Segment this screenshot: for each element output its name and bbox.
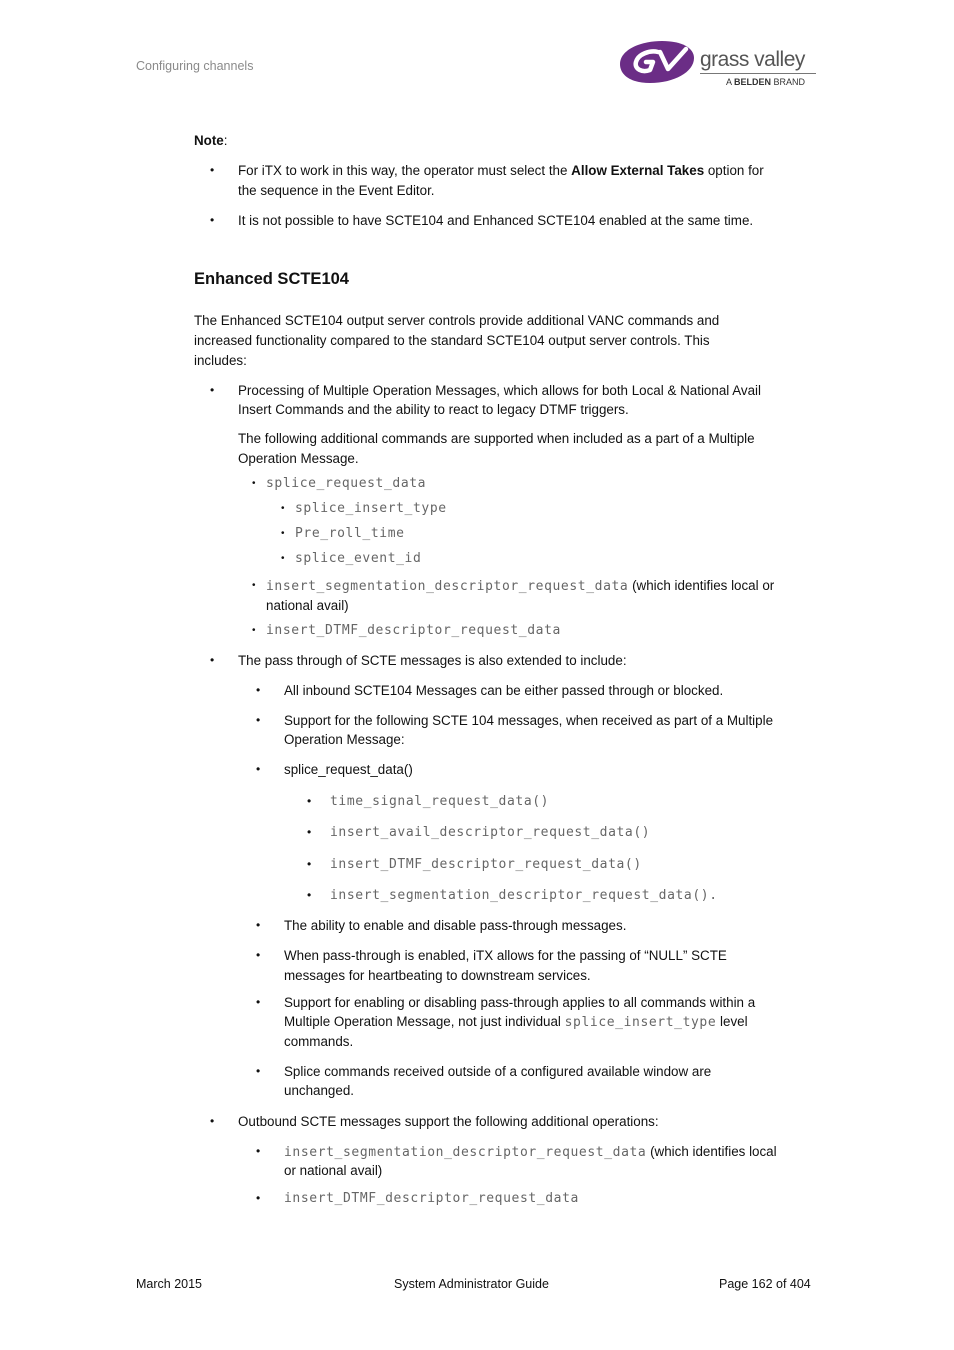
item1-para-line-2: Operation Message. bbox=[238, 451, 359, 466]
note-item-1-line2: the sequence in the Event Editor. bbox=[238, 183, 435, 198]
code-item: insert_DTMF_descriptor_request_data bbox=[284, 1191, 579, 1206]
item1-line-1: Processing of Multiple Operation Messages, which allows for both Local & National Avail bbox=[238, 383, 761, 398]
logo-divider bbox=[700, 73, 816, 74]
intro-line-3: includes: bbox=[194, 353, 247, 368]
bullet: • bbox=[256, 918, 261, 932]
code-item: insert_segmentation_descriptor_request_data(). bbox=[330, 888, 718, 903]
item2-sub-g-line-2: unchanged. bbox=[284, 1083, 354, 1098]
bullet: • bbox=[210, 163, 215, 177]
item2-sub-f-line-2: Multiple Operation Message, not just individual splice_insert_type level bbox=[284, 1014, 748, 1030]
bullet: • bbox=[256, 683, 261, 697]
bullet: • bbox=[256, 762, 261, 776]
code-item: insert_DTMF_descriptor_request_data bbox=[266, 623, 561, 638]
bullet: • bbox=[307, 825, 312, 839]
item1-code2-line: insert_segmentation_descriptor_request_data (which identifies local or bbox=[266, 578, 775, 594]
item2-sub-d: The ability to enable and disable pass-through messages. bbox=[284, 918, 627, 933]
bullet: • bbox=[252, 580, 256, 591]
item1-line-2: Insert Commands and the ability to react to legacy DTMF triggers. bbox=[238, 402, 629, 417]
item1-code2-line-2: national avail) bbox=[266, 598, 349, 613]
item3-code1-line-2: or national avail) bbox=[284, 1163, 383, 1178]
logo-wordmark: grass valley bbox=[700, 48, 805, 71]
grass-valley-logo bbox=[616, 36, 816, 90]
note-label: Note: bbox=[194, 133, 228, 148]
code-item: insert_avail_descriptor_request_data() bbox=[330, 825, 651, 840]
bullet: • bbox=[256, 713, 261, 727]
item2-sub-b-line-2: Operation Message: bbox=[284, 732, 405, 747]
intro-line-1: The Enhanced SCTE104 output server controls provide additional VANC commands and bbox=[194, 313, 720, 328]
code-item: time_signal_request_data() bbox=[330, 794, 550, 809]
header-section-title: Configuring channels bbox=[136, 59, 254, 73]
footer-page-number: Page 162 of 404 bbox=[719, 1277, 811, 1291]
item2-sub-b-line-1: Support for the following SCTE 104 messages, when received as part of a Multiple bbox=[284, 713, 774, 728]
bullet: • bbox=[256, 1144, 261, 1158]
item2-line: The pass through of SCTE messages is also extended to include: bbox=[238, 653, 627, 668]
bullet: • bbox=[252, 478, 256, 489]
item2-sub-e-line-1: When pass-through is enabled, iTX allows for the passing of “NULL” SCTE bbox=[284, 948, 727, 963]
bullet: • bbox=[210, 653, 215, 667]
code-item: splice_insert_type bbox=[295, 501, 447, 516]
logo-tagline: A BELDEN BRAND bbox=[726, 77, 806, 87]
item2-sub-c: splice_request_data() bbox=[284, 762, 413, 777]
bullet: • bbox=[307, 888, 312, 902]
bullet: • bbox=[307, 794, 312, 808]
bullet: • bbox=[256, 995, 261, 1009]
footer-doc-title: System Administrator Guide bbox=[394, 1277, 549, 1291]
bullet: • bbox=[210, 213, 215, 227]
item1-para-line-1: The following additional commands are supported when included as a part of a Multiple bbox=[238, 431, 755, 446]
code-item: splice_event_id bbox=[295, 551, 422, 566]
item2-sub-f-line-1: Support for enabling or disabling pass-through applies to all commands within a bbox=[284, 995, 756, 1010]
item3-code1-line: insert_segmentation_descriptor_request_data (which identifies local bbox=[284, 1144, 777, 1160]
item2-sub-f-line-3: commands. bbox=[284, 1034, 354, 1049]
code-item: splice_request_data bbox=[266, 476, 427, 491]
bullet: • bbox=[307, 857, 312, 871]
bullet: • bbox=[210, 383, 215, 397]
section-heading: Enhanced SCTE104 bbox=[194, 270, 349, 288]
footer-date: March 2015 bbox=[136, 1277, 203, 1291]
item2-sub-e-line-2: messages for heartbeating to downstream services. bbox=[284, 968, 591, 983]
note-item-2: It is not possible to have SCTE104 and Enhanced SCTE104 enabled at the same time. bbox=[238, 213, 754, 228]
gv-emblem-icon bbox=[616, 38, 700, 86]
item2-sub-a: All inbound SCTE104 Messages can be either passed through or blocked. bbox=[284, 683, 724, 698]
code-item: Pre_roll_time bbox=[295, 526, 405, 541]
bullet: • bbox=[281, 503, 285, 514]
bullet: • bbox=[256, 948, 261, 962]
bullet: • bbox=[256, 1191, 261, 1205]
item2-sub-g-line-1: Splice commands received outside of a configured available window are bbox=[284, 1064, 712, 1079]
note-item-1-line1: For iTX to work in this way, the operator must select the Allow External Takes option for bbox=[238, 163, 764, 178]
bullet: • bbox=[256, 1064, 261, 1078]
bullet: • bbox=[281, 553, 285, 564]
item3-line: Outbound SCTE messages support the following additional operations: bbox=[238, 1114, 659, 1129]
intro-line-2: increased functionality compared to the standard SCTE104 output server controls. This bbox=[194, 333, 710, 348]
bullet: • bbox=[210, 1114, 215, 1128]
code-item: insert_DTMF_descriptor_request_data() bbox=[330, 857, 642, 872]
bullet: • bbox=[281, 528, 285, 539]
bullet: • bbox=[252, 625, 256, 636]
